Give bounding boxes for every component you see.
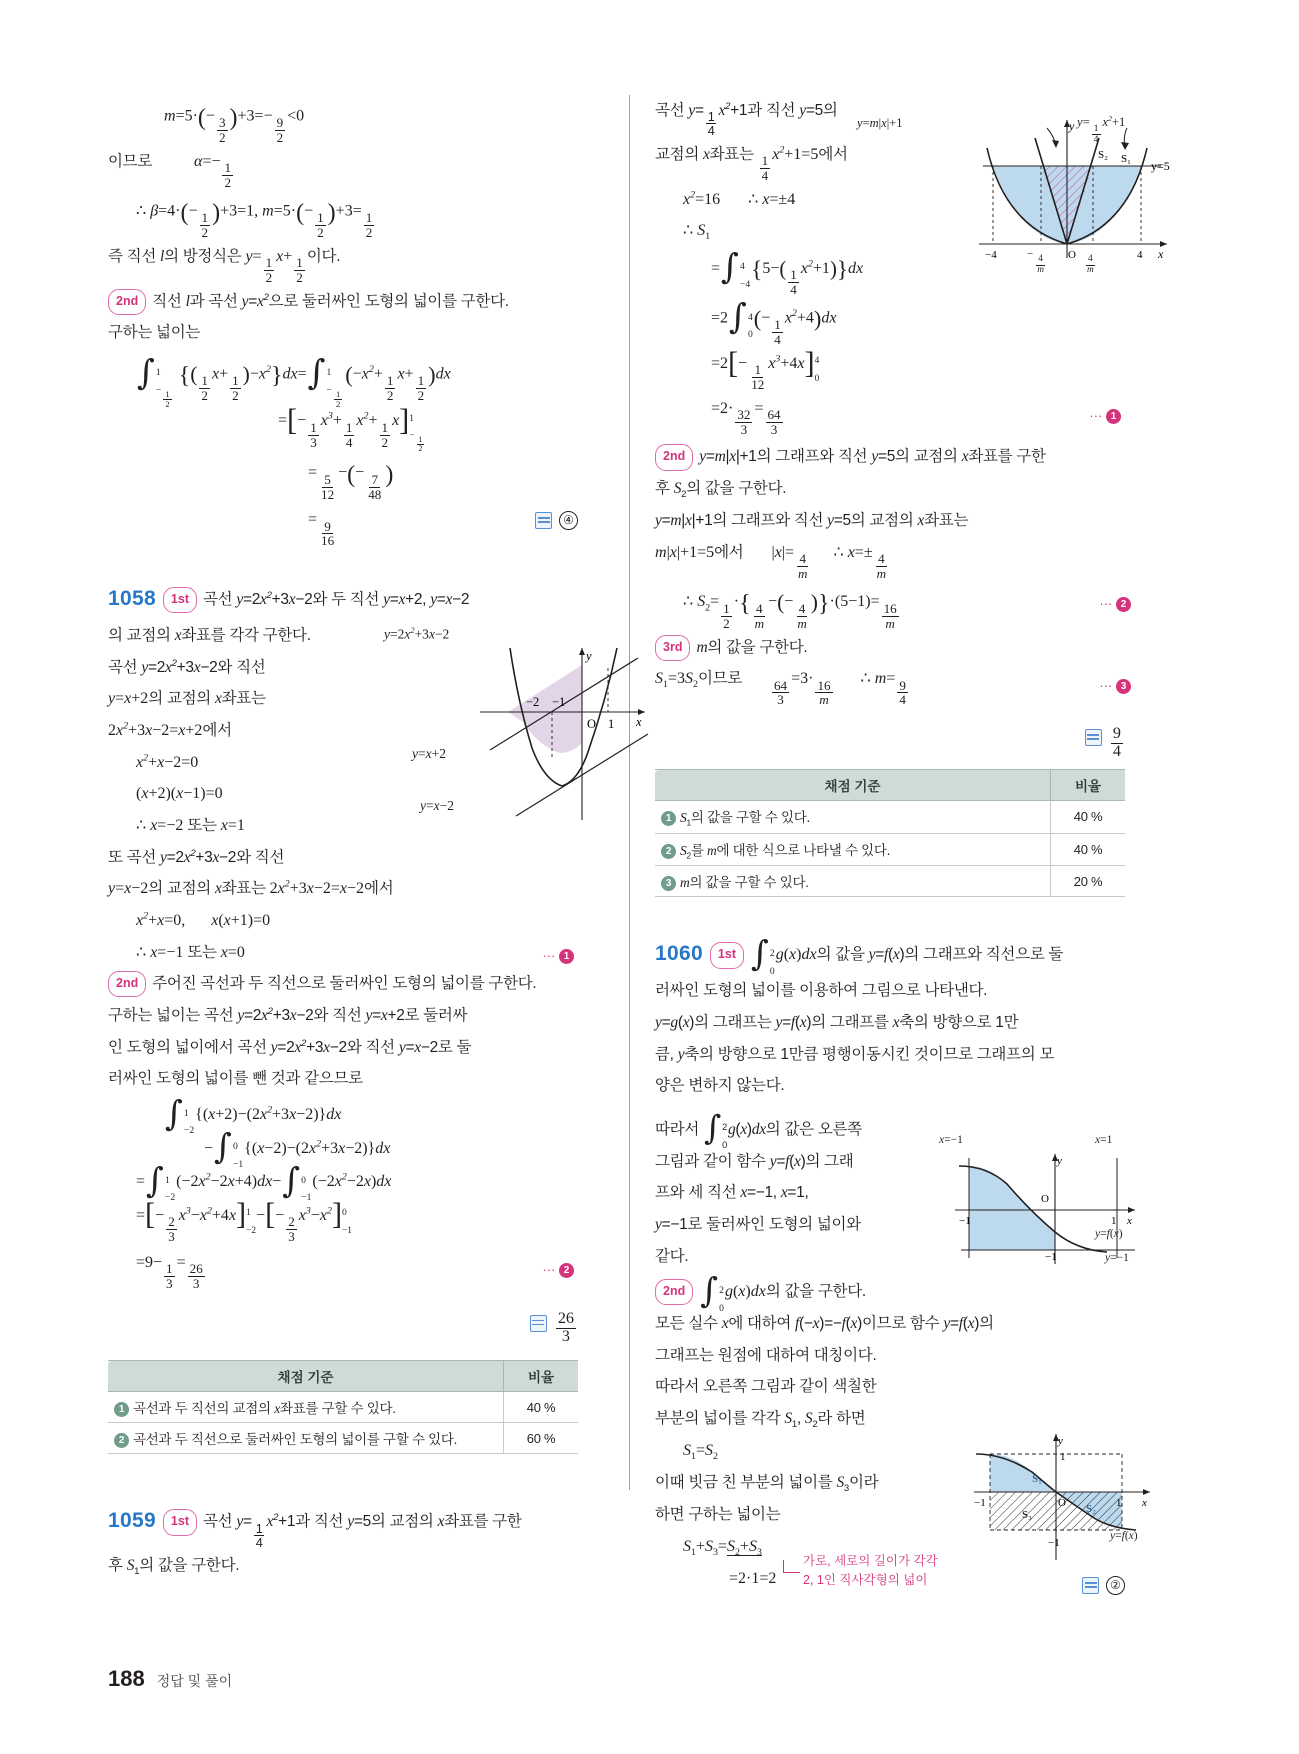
p1059-step-2nd-b: 후 $S_2$의 값을 구한다. [655,480,787,501]
p1058-eq-c4: = [ − $\frac{2}{3}$ $x^3-x^2+4x$ ] 1 −2 − [ − $\frac{2}{3}$ $x^3-x^2$ ] 0 −1 [136,1197,352,1244]
label-curve-1058: $y=2x^2+3x-2$ [384,626,450,642]
p1060-body-1: y=g(x)의 그래프는 y=f(x)의 그래프를 x축의 방향으로 1만 [655,1013,1019,1031]
marker-2: ··· 2 [542,1258,578,1282]
svg-text:O: O [1041,1193,1049,1205]
svg-text:4: 4 [1137,249,1143,261]
p1059-body-1: 곡선 y= $\frac{1}{4}$ $x^2+1$과 직선 y=5의 [655,100,838,139]
answer-badge [535,511,578,530]
svg-text:−1: −1 [974,1497,986,1509]
step-badge-1st-1060: 1st [710,942,744,968]
p1060-body-14: 하면 구하는 넓이는 [655,1506,781,1524]
marker-3: ··· 3 [1099,674,1135,698]
continued-solution [108,96,578,548]
p1060-body-4: 따라서 ∫ 2 0 g(x)dx의 값은 오른쪽 [655,1108,862,1150]
svg-text:1: 1 [608,717,615,731]
p1058-body-6: 구하는 넓이는 곡선 $y=2x^2+3x-2$와 직선 y=x+2로 둘러싸 [108,1005,468,1024]
svg-text:−2: −2 [526,695,540,709]
label-y-neg1-1060a: y=−1 [1105,1252,1129,1264]
p1060-body-6: 프와 세 직선 x=−1, x=1, [655,1184,809,1202]
grading-table-1058 [108,1360,578,1454]
problem-1060-header-2: 러싸인 도형의 넓이를 이용하여 그림으로 나타낸다. [655,982,988,1000]
p1058-answer-row [108,1300,578,1346]
label-x-1-1060a: x=1 [1095,1134,1113,1146]
p1060-body-11: 따라서 오른쪽 그림과 같이 색칠한 [655,1378,877,1396]
p1060-body-5: 그림과 같이 함수 y=f(x)의 그래 [655,1152,854,1170]
figure-1059 [857,108,1185,276]
p1059-eq-1: $x^2=16$ ∴ x=±4 [683,189,796,208]
svg-text:x: x [1127,1215,1132,1227]
right-column [655,88,1125,1602]
step-badge-2nd-1058: 2nd [108,971,146,997]
svg-text:1: 1 [1060,1451,1066,1463]
rate-cell: 20 % [1051,866,1126,897]
marker-2: ··· 2 [1099,592,1135,616]
p1060-step-2nd: 2nd ∫ 2 0 g(x)dx의 값을 구한다. [655,1277,1125,1307]
svg-text:S₁: S₁ [1032,1473,1042,1485]
table-row [655,866,1125,897]
svg-text:x: x [636,715,642,729]
svg-text:y: y [1069,119,1075,133]
marker-dot-3: 3 [661,876,676,891]
svg-text:−4: −4 [985,249,997,261]
left-column [108,88,578,1589]
answer-icon [535,512,552,529]
p1059-eq-3: = ∫ 4 −4 {5−( $\frac{1}{4}$ $x^2+1)\}dx$ [711,247,864,297]
p1060-eq-final1: $S_1+S_3=S_2+S_3$ [683,1537,762,1559]
integral-equation-3: = $\frac{5}{12}$ −(− $\frac{7}{48}$ ) [308,462,394,502]
p1058-eq-a3: ∴ x=−2 또는 x=1 [136,816,245,834]
p1058-body-4: 또 곡선 $y=2x^2+3x-2$와 직선 [108,847,285,866]
svg-text:O: O [1068,249,1076,261]
p1060-body-13: 이때 빗금 친 부분의 넓이를 $S_3$이라 [655,1474,879,1495]
p1059-eq-9: $S_1=3S_2$이므로 $\frac{64}{3}$ =3· $\frac{16}{m}$ ∴ m= $\frac{9}{4}$ ··· 3 [655,664,1125,707]
p1059-body-3: y=m|x|+1의 그래프와 직선 y=5의 교점의 x좌표는 [655,511,969,529]
footer-label: 정답 및 풀이 [156,1673,233,1689]
answer-icon [530,1315,547,1332]
step-badge-1st-1059: 1st [163,1509,197,1535]
p1059-eq-7: m|x|+1=5에서 |x|= $\frac{4}{m}$ ∴ x=± $\frac{4}{m}$ [655,543,887,581]
svg-text:O: O [1058,1497,1066,1509]
marker-1: ··· 1 [542,944,578,968]
svg-text:x: x [1142,1497,1147,1509]
p1058-body-8: 러싸인 도형의 넓이를 뺀 것과 같으므로 [108,1070,363,1088]
rate-cell: 40 % [504,1392,579,1423]
p1060-body-7: y=−1로 둘러싸인 도형의 넓이와 [655,1216,861,1233]
tick-4m-1059: $\frac{4}{m}$ [1087,254,1094,276]
svg-text:y=5: y=5 [1151,159,1170,173]
answer-icon [1082,1577,1099,1594]
th-rate: 비율 [504,1361,579,1392]
equation-beta: ∴ β=4·(− $\frac{1}{2}$ )+3=1, m=5·(− $\frac{1}{2}$ )+3= $\frac{1}{2}$ [136,200,373,241]
table-header-row [655,770,1125,801]
table-row [108,1423,578,1454]
figure-1060-b [960,1420,1170,1580]
p1058-eq-a2: (x+2)(x−1)=0 [136,785,223,803]
svg-text:y: y [586,649,592,663]
svg-text:1: 1 [1116,1497,1122,1509]
table-row [655,801,1125,834]
grading-table-1059 [655,769,1125,897]
p1060-eq-final2: =2·1=2 가로, 세로의 길이가 각각 2, 1인 직사각형의 넓이 ② [655,1564,1125,1594]
line-imuro: 이므로 α=− $\frac{1}{2}$ [108,152,232,190]
svg-text:O: O [587,717,597,731]
step-2nd-area: 2nd 직선 l과 곡선 $y=x^2$으로 둘러싸인 도형의 넓이를 구한다. [108,287,578,317]
integral-equation-1: ∫ 1 − $\frac{1}{2}$ {( $\frac{1}{2}$ x+ $\frac{1}{2}$ )$-x^2\}dx=$ ∫ 1 − $\frac{1}{2}$ ($-x^2+$ $\frac{1}{2}$ x+ $\frac{1}{2}$ )dx [137,353,451,410]
problem-1059-head [108,1502,578,1581]
answer-icon [1085,729,1102,746]
label-quad-1059: y= $\frac{1}{4}$ $x^2+1$ [1077,114,1126,146]
answer-badge-1059: $\frac{9}{4}$ [1085,715,1125,761]
integral-equation-result: = $\frac{9}{16}$ ④ [108,505,578,548]
answer-badge-1058: $\frac{26}{3}$ [530,1300,578,1346]
p1058-body-5: y=x−2의 교점의 x좌표는 $2x^2+3x-2=x-2$에서 [108,878,394,898]
p1058-body-1: 곡선 $y=2x^2+3x-2$와 직선 [108,657,266,676]
problem-number-1058[interactable]: 1058 [108,587,156,611]
th-criteria: 채점 기준 [108,1361,504,1392]
p1059-eq-2: ∴ $S_1$ [683,222,711,243]
p1060-body-10: 그래프는 원점에 대하여 대칭이다. [655,1346,877,1364]
p1059-step-2nd: 2nd y=m|x|+1의 그래프와 직선 y=5의 교점의 x좌표를 구한 [655,442,1125,472]
step-badge-2nd: 2nd [108,289,146,315]
label-x-neg1-1060a: x=−1 [939,1134,963,1146]
step-badge-3rd: 3rd [655,635,690,661]
p1058-body-7: 인 도형의 넓이에서 곡선 $y=2x^2+3x-2$와 직선 y=x−2로 둘 [108,1037,472,1056]
rate-cell: 60 % [504,1423,579,1454]
criteria-cell: 1 $S_1$의 값을 구할 수 있다. [655,801,1051,834]
table-row [108,1392,578,1423]
answer-choice-1060: ② [1106,1576,1125,1595]
p1059-eq-6: =2· $\frac{32}{3}$ = $\frac{64}{3}$ ··· 1 [655,394,1125,437]
step-badge-2nd-1059: 2nd [655,444,693,470]
p1059-answer-row [655,715,1125,760]
step-badge-2nd-1060: 2nd [655,1279,693,1305]
line-equation-of-l: 즉 직선 l의 방정식은 y= $\frac{1}{2}$ x+ $\frac{1}{2}$ 이다. [108,247,341,286]
table-header-row [108,1361,578,1392]
label-line2-1058: y=x−2 [420,798,454,813]
equation-m: m=5·(− $\frac{3}{2}$ )+3=− $\frac{9}{2}$ <0 [164,105,305,145]
p1058-eq-c5: =9− $\frac{1}{3}$ = $\frac{26}{3}$ ··· 2 [108,1248,578,1291]
p1058-body-2: y=x+2의 교점의 x좌표는 [108,690,266,708]
svg-text:−1: −1 [1045,1251,1057,1263]
label-mabs-1059: y=m|x|+1 [857,116,903,130]
p1060-eq-s: $S_1=S_2$ [683,1441,718,1463]
p1060-body-8: 같다. [655,1247,689,1265]
p1059-eq-4: =2 ∫ 4 0 (− $\frac{1}{4}$ $x^2+4)dx$ [711,297,837,347]
marker-dot-2: 2 [114,1433,129,1448]
page-footer [108,1666,232,1692]
criteria-cell: 2 $S_2$를 m에 대한 식으로 나타낼 수 있다. [655,833,1051,866]
problem-1058-header: 1058 1st 곡선 $y=2x^2+3x-2$와 두 직선 y=x+2, y=x−2 [108,580,578,619]
page-number: 188 [108,1666,145,1691]
p1060-body-9: 모든 실수 x에 대하여 f(−x)=−f(x)이므로 함수 y=f(x)의 [655,1315,994,1333]
p1058-eq-b2: ∴ x=−1 또는 x=0 ··· 1 [108,938,578,968]
svg-text:y: y [1058,1435,1063,1447]
problem-number-1059[interactable]: 1059 [108,1509,156,1533]
figure-1060-a [939,1134,1155,1270]
label-line1-1058: y=x+2 [412,746,446,761]
p1060-body-12: 부분의 넓이를 각각 $S_1$, $S_2$라 하면 [655,1410,866,1431]
figure-1058 [384,626,660,830]
p1058-eq-c3: = ∫ 1 −2 $(-2x^2-2x+4)dx-$ ∫ 0 −1 $(-2x^2-2x)dx$ [136,1160,392,1204]
problem-number-1060[interactable]: 1060 [655,942,703,966]
p1059-body-2: 교점의 x좌표는 $\frac{1}{4}$ $x^2+1=5$에서 [655,144,848,183]
svg-text:S₁: S₁ [1121,153,1131,165]
p1058-eq-c2: − ∫ 0 −1 $\{(x-2)-(2x^2+3x-2)\}dx$ [204,1127,391,1170]
p1059-eq-8: ∴ $S_2=$ $\frac{1}{2}$ ·{ $\frac{4}{m}$ −(− $\frac{4}{m}$ )}·(5−1)= $\frac{16}{m}$ ··· 2 [655,582,1125,630]
svg-text:1: 1 [1111,1215,1117,1227]
table-row [655,833,1125,866]
th-criteria: 채점 기준 [655,770,1051,801]
label-fx-1060b: y=f(x) [1110,1530,1138,1542]
memo-note: 가로, 세로의 길이가 각각 2, 1인 직사각형의 넓이 [803,1554,938,1587]
svg-text:S₂: S₂ [1098,149,1108,161]
criteria-cell: 2 곡선과 두 직선으로 둘러싸인 도형의 넓이를 구할 수 있다. [108,1423,504,1454]
problem-1059-header: 1059 1st 곡선 y= $\frac{1}{4}$ $x^2+1$과 직선 y=5의 교점의 x좌표를 구한 [108,1509,522,1550]
p1059-step-3rd: 3rd m의 값을 구한다. [655,633,1125,663]
p1060-body-2: 큼, y축의 방향으로 1만큼 평행이동시킨 것이므로 그래프의 모 [655,1045,1055,1063]
p1059-eq-5: =2 [ − $\frac{1}{12}$ $x^3+4x$ ] 4 0 [711,345,820,392]
svg-text:S₂: S₂ [1086,1503,1096,1515]
svg-text:y: y [1057,1155,1062,1167]
integral-equation-2: = [ − $\frac{1}{3}$ $x^3+$ $\frac{1}{4}$ $x^2+$ $\frac{1}{2}$ x ] 1 − $\frac{1}{2}$ [278,403,423,454]
p1058-eq-b1: $x^2+x=0$, x(x+1)=0 [136,910,271,929]
svg-text:−1: −1 [1048,1537,1060,1549]
criteria-cell: 3 m의 값을 구할 수 있다. [655,866,1051,897]
problem-1059-header-2: 후 $S_1$의 값을 구한다. [108,1557,240,1578]
step-badge-1st: 1st [163,587,197,613]
p1058-eq-a1: $x^2+x-2=0$ [136,752,199,771]
label-fx-1060a: y=f(x) [1095,1228,1123,1240]
th-rate: 비율 [1051,770,1126,801]
svg-text:−1: −1 [552,695,566,709]
svg-text:−1: −1 [959,1215,971,1227]
marker-dot-1: 1 [661,811,676,826]
marker-dot-2: 2 [661,844,676,859]
svg-text:x: x [1158,247,1164,261]
rate-cell: 40 % [1051,833,1126,866]
marker-dot-1: 1 [114,1402,129,1417]
p1060-body-3: 양은 변하지 않는다. [655,1077,785,1095]
tick-neg4m-1059: − $\frac{4}{m}$ [1027,248,1044,276]
p1058-step-2nd: 2nd 주어진 곡선과 두 직선으로 둘러싸인 도형의 넓이를 구한다. [108,969,578,999]
p1058-body-3: $2x^2+3x-2=x+2$에서 [108,720,232,740]
problem-1058-header-2: 의 교점의 x좌표를 각각 구한다. [108,627,311,645]
line-area-is: 구하는 넓이는 [108,324,201,342]
criteria-cell: 1 곡선과 두 직선의 교점의 x좌표를 구할 수 있다. [108,1392,504,1423]
problem-1060-header: 1060 1st ∫ 2 0 g(x)dx의 값을 y=f(x)의 그래프와 직선으로 둘 [655,934,1064,977]
p1058-eq-c1: ∫ 1 −2 $\{(x+2)-(2x^2+3x-2)\}dx$ [165,1093,342,1137]
answer-choice: ④ [559,511,578,530]
svg-text:S₃: S₃ [1022,1509,1032,1521]
rate-cell: 40 % [1051,801,1126,834]
marker-1: ··· 1 [1089,404,1125,428]
